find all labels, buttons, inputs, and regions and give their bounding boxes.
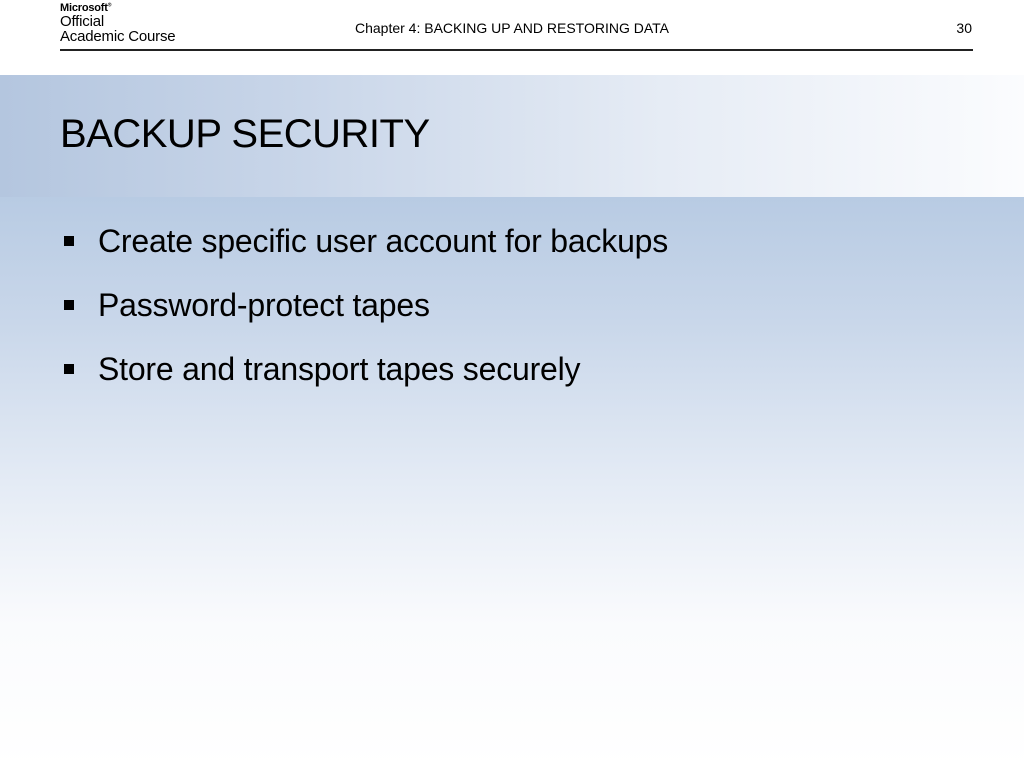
square-bullet-icon bbox=[64, 236, 74, 246]
logo-brand: Microsoft® bbox=[60, 2, 112, 14]
logo-line-2: Academic Course bbox=[60, 28, 176, 45]
bullet-list bbox=[60, 220, 668, 412]
page-number: 30 bbox=[956, 20, 972, 36]
bullet-item bbox=[60, 284, 668, 348]
square-bullet-icon bbox=[64, 300, 74, 310]
chapter-title: Chapter 4: BACKING UP AND RESTORING DATA bbox=[354, 20, 670, 36]
bullet-text: Password-protect tapes bbox=[98, 287, 430, 323]
bullet-text: Create specific user account for backups bbox=[98, 223, 669, 259]
bullet-text: Store and transport tapes securely bbox=[98, 351, 581, 387]
header-divider bbox=[60, 49, 973, 51]
logo-line-1: Official bbox=[60, 13, 104, 30]
bullet-item bbox=[60, 348, 668, 412]
bullet-item bbox=[60, 220, 668, 284]
square-bullet-icon bbox=[64, 364, 74, 374]
slide-title: BACKUP SECURITY bbox=[60, 112, 430, 156]
